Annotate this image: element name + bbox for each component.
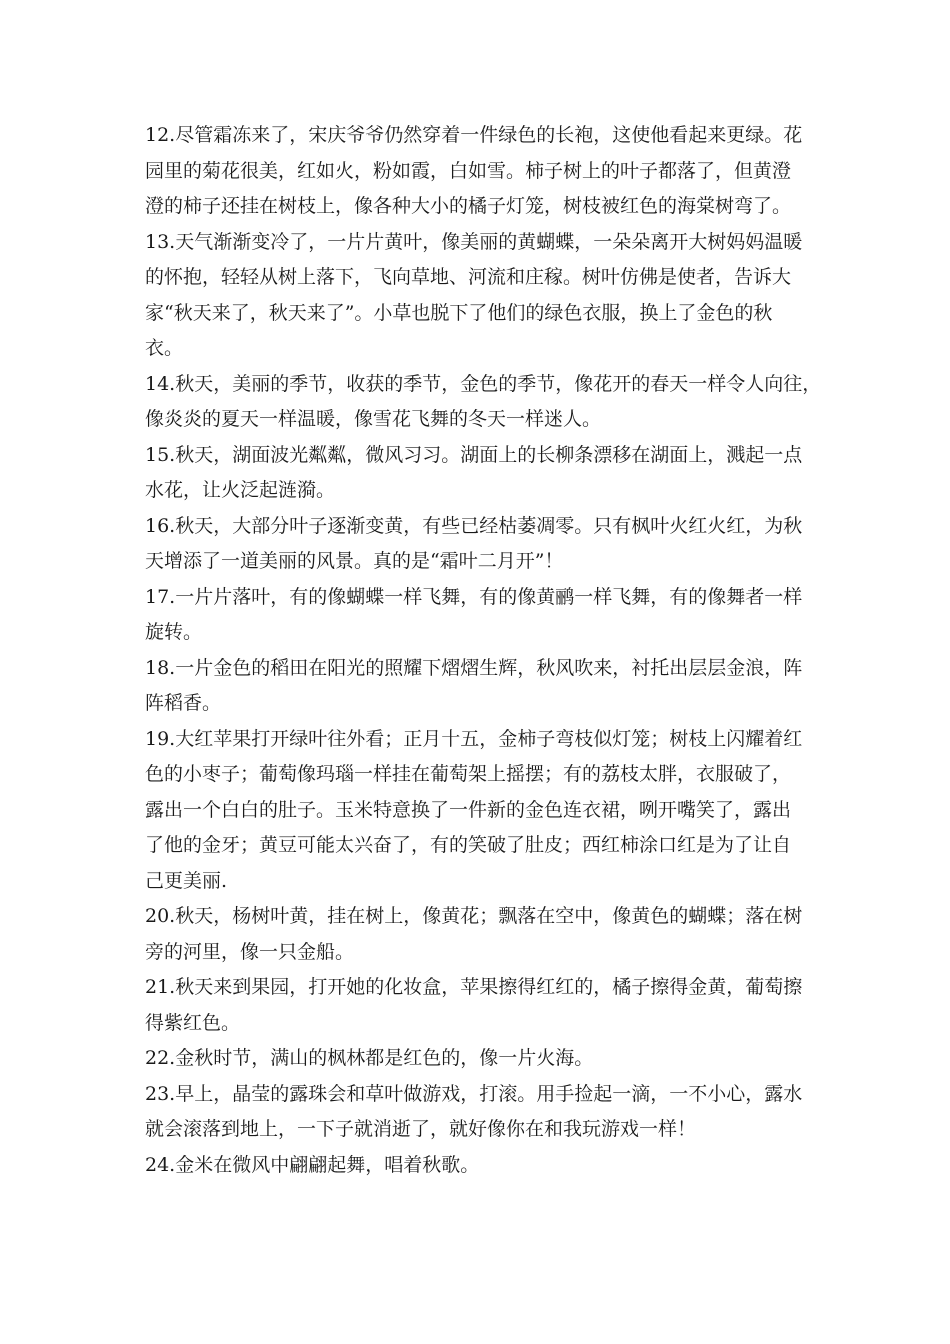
text-line: 色的小枣子；葡萄像玛瑙一样挂在葡萄架上摇摆；有的荔枝太胖，衣服破了， (145, 763, 792, 785)
text-line: 14.秋天，美丽的季节，收获的季节，金色的季节，像花开的春天一样令人向往， (145, 372, 822, 395)
text-line: 15.秋天，湖面波光粼粼，微风习习。湖面上的长柳条漂移在湖面上，溅起一点 (145, 443, 803, 466)
text-line: 20.秋天，杨树叶黄，挂在树上，像黄花；飘落在空中，像黄色的蝴蝶；落在树 (145, 905, 803, 927)
text-line: 了他的金牙；黄豆可能太兴奋了，有的笑破了肚皮；西红柿涂口红是为了让自 (145, 834, 792, 856)
text-line: 阵稻香。 (145, 692, 222, 714)
text-line: 己更美丽. (145, 869, 228, 892)
text-line: 就会滚落到地上，一下子就消逝了，就好像你在和我玩游戏一样！ (145, 1118, 697, 1140)
text-line: 像炎炎的夏天一样温暖，像雪花飞舞的冬天一样迷人。 (145, 408, 602, 430)
text-line: 家“秋天来了，秋天来了”。小草也脱下了他们的绿色衣服，换上了金色的秋 (145, 301, 773, 324)
text-line: 17.一片片落叶，有的像蝴蝶一样飞舞，有的像黄鹂一样飞舞，有的像舞者一样 (145, 585, 803, 608)
text-line: 露出一个白白的肚子。玉米特意换了一件新的金色连衣裙，咧开嘴笑了，露出 (145, 798, 792, 821)
text-line: 22.金秋时节，满山的枫林都是红色的，像一片火海。 (145, 1047, 594, 1069)
text-line: 澄的柿子还挂在树枝上，像各种大小的橘子灯笼，树枝被红色的海棠树弯了。 (145, 195, 792, 217)
text-line: 21.秋天来到果园，打开她的化妆盒，苹果擦得红红的，橘子擦得金黄，葡萄擦 (145, 976, 803, 998)
text-line: 园里的菊花很美，红如火，粉如霞，白如雪。柿子树上的叶子都落了，但黄澄 (145, 159, 792, 182)
text-line: 的怀抱，轻轻从树上落下，飞向草地、河流和庄稼。树叶仿佛是使者，告诉大 (145, 266, 792, 288)
text-line: 旋转。 (145, 621, 203, 643)
text-line: 24.金米在微风中翩翩起舞，唱着秋歌。 (145, 1153, 480, 1176)
document-body (145, 118, 835, 1183)
text-line: 天增添了一道美丽的风景。真的是“霜叶二月开”！ (145, 550, 564, 572)
text-line: 旁的河里，像一只金船。 (145, 940, 355, 963)
text-line: 衣。 (145, 337, 184, 359)
text-line: 12.尽管霜冻来了，宋庆爷爷仍然穿着一件绿色的长袍，这使他看起来更绿。花 (145, 124, 803, 146)
text-line: 18.一片金色的稻田在阳光的照耀下熠熠生辉，秋风吹来，衬托出层层金浪，阵 (145, 656, 803, 679)
text-line: 水花，让火泛起涟漪。 (145, 479, 336, 501)
text-line: 得紫红色。 (145, 1011, 241, 1034)
text-line: 23.早上，晶莹的露珠会和草叶做游戏，打滚。用手捡起一滴，一不小心，露水 (145, 1082, 803, 1105)
text-line: 16.秋天，大部分叶子逐渐变黄，有些已经枯萎凋零。只有枫叶火红火红，为秋 (145, 514, 803, 537)
text-line: 19.大红苹果打开绿叶往外看；正月十五，金柿子弯枝似灯笼；树枝上闪耀着红 (145, 727, 803, 750)
text-line: 13.天气渐渐变冷了，一片片黄叶，像美丽的黄蝴蝶，一朵朵离开大树妈妈温暖 (145, 230, 803, 253)
